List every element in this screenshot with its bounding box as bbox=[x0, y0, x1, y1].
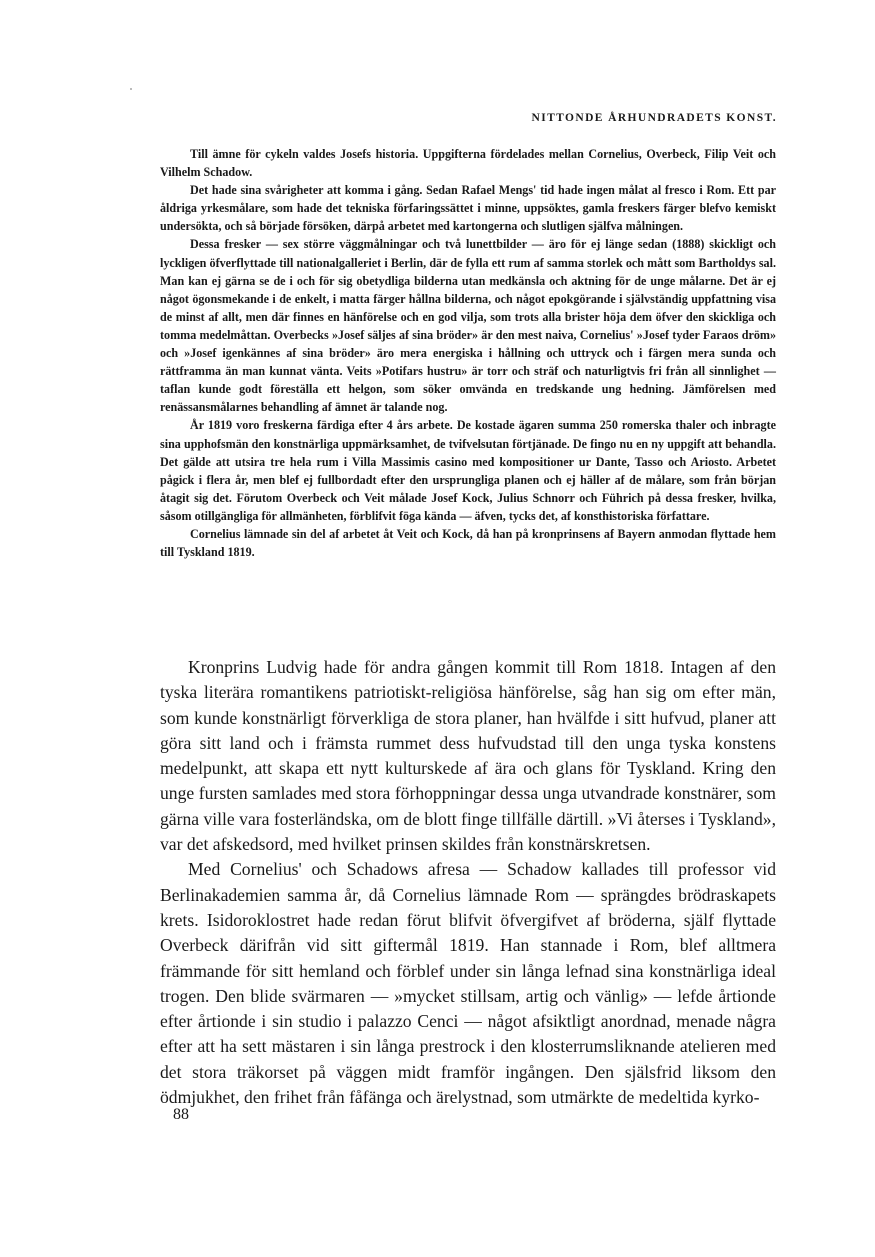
body-paragraph: Kronprins Ludvig hade för andra gången kommit till Rom 1818. Intagen af den tyska literära romantikens patriotiskt-religiösa hänförelse, såg han sig om efter män, som kunde konstnärligt förverkliga de stora planer, han hvälfde i sitt hufvud, planer att göra sitt land och i främsta rummet dess hufvudstad till den unga tyska konstens medelpunkt, att skapa ett nytt kulturskede af ära och glans för Tyskland. Kring den unge fursten samlades med stora förhoppningar dessa unga utvandrade konstnärer, som gärna ville vara fosterländska, om de blott finge tillfälle därtill. »Vi återses i Tyskland», var det afskedsord, med hvilket prinsen skildes från konstnärskretsen. bbox=[160, 657, 776, 855]
footnote-paragraph: Till ämne för cykeln valdes Josefs historia. Uppgifterna fördelades mellan Cornelius, Overbeck, Filip Veit och Vilhelm Schadow. bbox=[160, 147, 776, 180]
footnote-paragraph: Dessa fresker — sex större väggmålningar och två lunettbilder — äro för ej länge sedan (1888) skickligt och lyckligen öfverflyttade till nationalgalleriet i Berlin, där de fylla ett rum af samma storlek och mått som Bartholdys sal. Man kan ej gärna se de i och för sig obetydliga bilderna utan medkänsla och aktning för de unge målarne. Det är ej något ögonsmekande i de enkelt, i matta färger hållna bilderna, och något epokgörande i självständig uppfattning visa de minst af allt, men där finnes en hänförelse och en god vilja, som trots alla brister höja dem öfver den skickliga och tomma medelmåttan. Overbecks »Josef säljes af sina bröder» är den mest naiva, Cornelius' »Josef tyder Faraos dröm» och »Josef igenkännes af sina bröder» äro mera energiska i hållning och uttryck och i färgen mera sunda och rättframma än man kunnat vänta. Veits »Potifars hustru» är torr och sträf och naturligtvis fri från all sinnlighet — taflan kunde godt föreställa ett helgon, som söker omvända en tredskande ung hedning. Jämförelsen med renässansmålarnes behandling af ämnet är talande nog. bbox=[160, 237, 776, 415]
footnote-paragraph: Det hade sina svårigheter att komma i gång. Sedan Rafael Mengs' tid hade ingen målat al fresco i Rom. Ett par åldriga yrkesmålare, som hade det tekniska förfaringssättet i minne, uppsöktes, gamla freskers färger blefvo kemiskt undersökta, och så började försöken, därpå arbetet med kartongerna och slutligen själfva målningen. bbox=[160, 183, 776, 234]
body-paragraph: Med Cornelius' och Schadows afresa — Schadow kallades till professor vid Berlinakademien samma år, då Cornelius lämnade Rom — sprängdes brödraskapets krets. Isidoroklostret hade redan förut blifvit öfvergifvet af bröderna, själf flyttade Overbeck därifrån vid sitt giftermål 1819. Han stannade i Rom, blef alltmera främmande för sitt hemland och förblef under sin långa lefnad sina konstnärliga ideal trogen. Den blide svärmaren — »mycket stillsam, artig och vänlig» — lefde årtionde efter årtionde i sin studio i palazzo Cenci — något afsiktligt anordnad, menade några efter att ha sett mästaren i sin långa prestrock i den klosterrumsliknande atelieren med det stora träkorset på väggen midt framför ingången. Den själsfrid liksom den ödmjukhet, den frihet från fåfänga och ärelystnad, som utmärkte de medeltida kyrko- bbox=[160, 859, 776, 1108]
footnote-block bbox=[160, 145, 776, 561]
main-text bbox=[160, 655, 776, 1110]
running-head: NITTONDE ÅRHUNDRADETS KONST. bbox=[531, 112, 777, 124]
footnote-paragraph: Cornelius lämnade sin del af arbetet åt Veit och Kock, då han på kronprinsens af Bayern anmodan flyttade hem till Tyskland 1819. bbox=[160, 526, 776, 560]
page-number: 88 bbox=[173, 1106, 189, 1123]
footnote-paragraph: År 1819 voro freskerna färdiga efter 4 års arbete. De kostade ägaren summa 250 romerska thaler och inbragte sina upphofsmän den konstnärliga uppmärksamhet, de tvifvelsutan förtjänade. De fingo nu en ny uppgift att behandla. Det gälde att utsira tre hela rum i Villa Massimis casino med kompositioner ur Dante, Tasso och Ariosto. Arbetet pågick i flera år, men blef ej fullbordadt efter den ursprungliga planen och ej häller af de målare, som från början åtagit sig det. Förutom Overbeck och Veit målade Josef Kock, Julius Schnorr och Führich på dessa fresker, hvilka, såsom otillgängliga för allmänheten, förblifvit föga kända — äfven, tycks det, af konsthistoriska författare. bbox=[160, 418, 776, 523]
scan-speck bbox=[130, 88, 132, 90]
